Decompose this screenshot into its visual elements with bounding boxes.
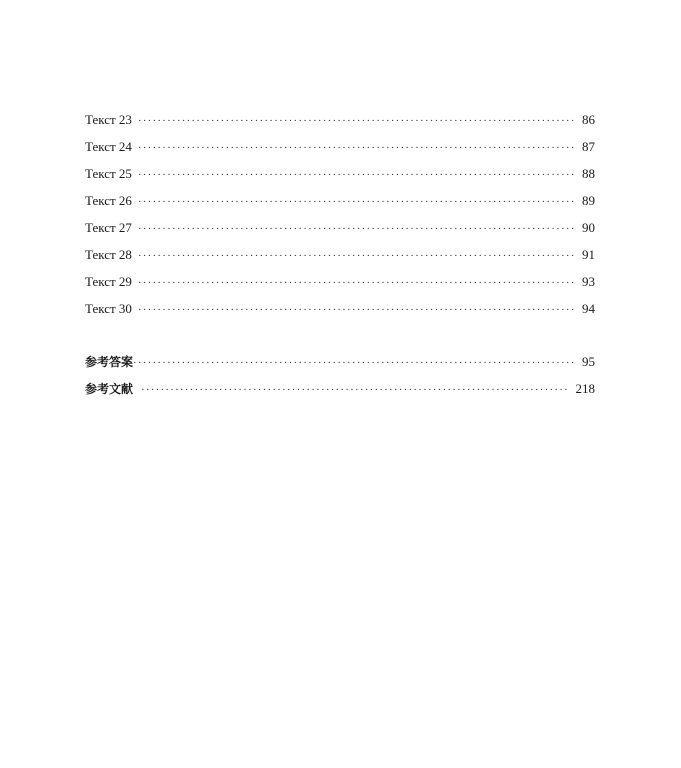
toc-entry-text-24[interactable] bbox=[85, 137, 595, 164]
toc-entry-references[interactable] bbox=[85, 379, 595, 406]
toc-entry-page-number: 218 bbox=[575, 381, 595, 396]
toc-entry-page-number: 93 bbox=[582, 274, 595, 289]
toc-entry-label: Текст 28 bbox=[85, 247, 132, 262]
toc-entry-label: 参考答案 bbox=[85, 355, 134, 369]
toc-entry-page-number: 91 bbox=[582, 247, 595, 262]
toc-entry-page-number: 95 bbox=[582, 354, 595, 369]
toc-entry-text-26[interactable] bbox=[85, 191, 595, 218]
toc-entry-text-30[interactable] bbox=[85, 299, 595, 326]
dot-leader bbox=[138, 165, 576, 185]
toc-entry-text-28[interactable] bbox=[85, 245, 595, 272]
toc-entry-page-number: 89 bbox=[582, 193, 595, 208]
toc-entry-text-25[interactable] bbox=[85, 164, 595, 191]
toc-entry-label: Текст 23 bbox=[85, 112, 132, 127]
dot-leader bbox=[133, 353, 576, 373]
toc-entry-label: Текст 26 bbox=[85, 193, 132, 208]
toc-entry-text-29[interactable] bbox=[85, 272, 595, 299]
toc-entry-label: Текст 27 bbox=[85, 220, 132, 235]
toc-entry-label: Текст 29 bbox=[85, 274, 132, 289]
dot-leader bbox=[138, 300, 576, 320]
section-spacer bbox=[85, 326, 595, 352]
toc-entry-text-27[interactable] bbox=[85, 218, 595, 245]
dot-leader bbox=[138, 111, 576, 131]
toc-entry-answer-key[interactable] bbox=[85, 352, 595, 379]
toc-entry-page-number: 87 bbox=[582, 139, 595, 154]
toc-entry-label: Текст 25 bbox=[85, 166, 132, 181]
dot-leader bbox=[138, 138, 576, 158]
toc-entry-label: Текст 24 bbox=[85, 139, 132, 154]
dot-leader bbox=[138, 273, 576, 293]
toc-entry-page-number: 86 bbox=[582, 112, 595, 127]
dot-leader bbox=[138, 192, 576, 212]
table-of-contents bbox=[85, 110, 595, 406]
toc-entry-page-number: 90 bbox=[582, 220, 595, 235]
dot-leader bbox=[138, 219, 576, 239]
toc-entry-page-number: 94 bbox=[582, 301, 595, 316]
toc-entry-text-23[interactable] bbox=[85, 110, 595, 137]
dot-leader bbox=[138, 246, 576, 266]
toc-entry-label: 参考文献 bbox=[85, 382, 134, 396]
toc-entry-label: Текст 30 bbox=[85, 301, 132, 316]
toc-entry-page-number: 88 bbox=[582, 166, 595, 181]
dot-leader bbox=[141, 380, 569, 400]
